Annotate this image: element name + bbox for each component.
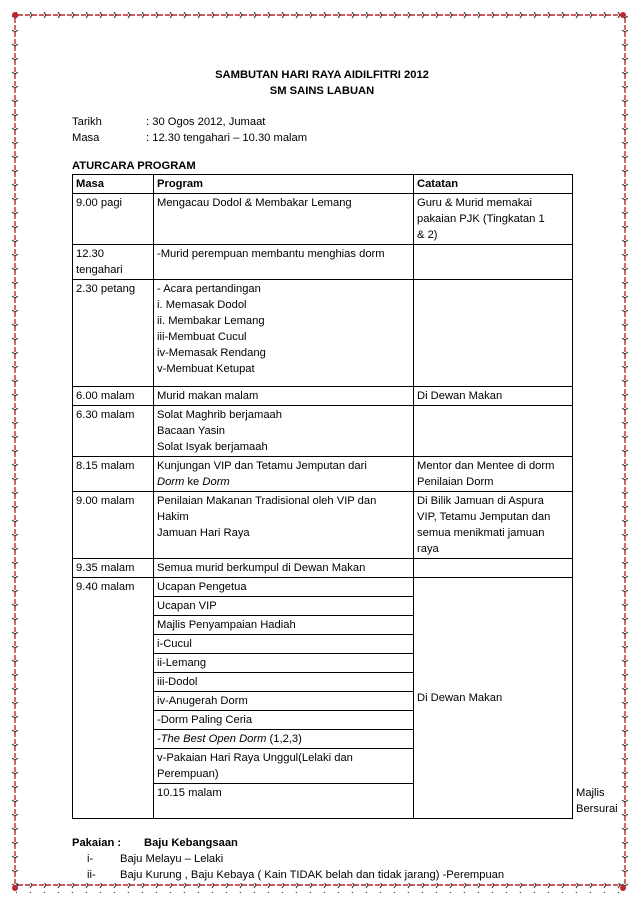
masa-line: tengahari bbox=[76, 264, 123, 276]
program-line: i. Memasak Dodol bbox=[157, 299, 247, 311]
dress-code-value: Baju Kebangsaan bbox=[144, 837, 238, 849]
dress-code-heading bbox=[72, 835, 572, 851]
item-number: i- bbox=[87, 853, 94, 865]
event-info bbox=[72, 114, 572, 146]
cell-program: -Murid perempuan membantu menghias dorm bbox=[154, 245, 414, 280]
dress-code bbox=[72, 835, 572, 883]
cell-catatan bbox=[414, 194, 573, 245]
info-value: : 30 Ogos 2012, Jumaat bbox=[146, 116, 266, 128]
program-line: Solat Maghrib berjamaah bbox=[157, 409, 282, 421]
cell-catatan bbox=[414, 559, 573, 578]
catatan-line: & 2) bbox=[417, 229, 438, 241]
cell-masa: 9.00 pagi bbox=[73, 194, 154, 245]
dress-code-item bbox=[72, 851, 572, 867]
best-open-dorm-text: -The Best Open Dorm bbox=[157, 733, 267, 745]
cell-catatan bbox=[414, 492, 573, 559]
connector-text: ke bbox=[184, 476, 203, 488]
document-body bbox=[72, 68, 618, 883]
table-row bbox=[73, 194, 573, 245]
cell-masa: 6.00 malam bbox=[73, 387, 154, 406]
cell-program: -Dorm Paling Ceria bbox=[154, 711, 414, 730]
info-key: Tarikh bbox=[72, 116, 102, 128]
cell-masa: 9.00 malam bbox=[73, 492, 154, 559]
item-text: Baju Kurung , Baju Kebaya ( Kain TIDAK belah dan tidak jarang) -Perempuan bbox=[120, 869, 505, 881]
table-row bbox=[73, 280, 573, 387]
dorm-text: Dorm bbox=[157, 476, 185, 488]
program-line: iv-Memasak Rendang bbox=[157, 347, 266, 359]
header-masa: Masa bbox=[73, 175, 154, 194]
program-line: Perempuan) bbox=[157, 768, 219, 780]
cell-program: Ucapan VIP bbox=[154, 597, 414, 616]
cell-masa: 8.15 malam bbox=[73, 457, 154, 492]
program-line: v-Membuat Ketupat bbox=[157, 363, 255, 375]
catatan-line: pakaian PJK (Tingkatan 1 bbox=[417, 213, 545, 225]
cell-masa: 9.40 malam bbox=[73, 578, 154, 819]
cell-program bbox=[154, 730, 414, 749]
catatan-line: VIP, Tetamu Jemputan dan bbox=[417, 511, 551, 523]
cell-catatan bbox=[414, 457, 573, 492]
cell-program: i-Cucul bbox=[154, 635, 414, 654]
cell-catatan bbox=[414, 406, 573, 457]
table-row bbox=[73, 387, 573, 406]
header-program: Program bbox=[154, 175, 414, 194]
catatan-line: Mentor dan Mentee di dorm bbox=[417, 460, 555, 472]
program-line: Solat Isyak berjamaah bbox=[157, 441, 268, 453]
cell-masa: 10.15 malam bbox=[154, 784, 414, 819]
program-line: Kunjungan VIP dan Tetamu Jemputan dari bbox=[157, 460, 367, 472]
info-key: Masa bbox=[72, 132, 100, 144]
program-line: Jamuan Hari Raya bbox=[157, 527, 250, 539]
table-row bbox=[73, 457, 573, 492]
cell-program: Mengacau Dodol & Membakar Lemang bbox=[154, 194, 414, 245]
item-text: Baju Melayu – Lelaki bbox=[120, 853, 224, 865]
program-line: Bacaan Yasin bbox=[157, 425, 226, 437]
cell-masa: 9.35 malam bbox=[73, 559, 154, 578]
program-line bbox=[157, 474, 410, 490]
title-line-1: SAMBUTAN HARI RAYA AIDILFITRI 2012 bbox=[215, 69, 429, 81]
section-title: ATURCARA PROGRAM bbox=[72, 160, 196, 172]
cell-masa: 2.30 petang bbox=[73, 280, 154, 387]
table-row: 10.15 malam Majlis Bersurai bbox=[73, 784, 573, 819]
catatan-line: raya bbox=[417, 543, 439, 555]
cell-program: Murid makan malam bbox=[154, 387, 414, 406]
cell-catatan bbox=[414, 280, 573, 387]
cell-program: iv-Anugerah Dorm bbox=[154, 692, 414, 711]
catatan-line: Penilaian Dorm bbox=[417, 476, 494, 488]
masa-line: 12.30 bbox=[76, 248, 104, 260]
cell-program bbox=[154, 457, 414, 492]
cell-program bbox=[154, 406, 414, 457]
table-row bbox=[73, 578, 573, 597]
program-line: Penilaian Makanan Tradisional oleh VIP dan bbox=[157, 495, 377, 507]
cell-program: Ucapan Pengetua bbox=[154, 578, 414, 597]
cell-catatan: Di Dewan Makan bbox=[414, 578, 573, 819]
header-catatan: Catatan bbox=[414, 175, 573, 194]
cell-masa bbox=[73, 245, 154, 280]
best-open-dorm-rank: (1,2,3) bbox=[266, 733, 302, 745]
table-header-row bbox=[73, 175, 573, 194]
program-line: ii. Membakar Lemang bbox=[157, 315, 265, 327]
dress-code-label: Pakaian : bbox=[72, 837, 122, 849]
dorm-text: Dorm bbox=[202, 476, 230, 488]
cell-program bbox=[154, 280, 414, 387]
cell-catatan: Di Dewan Makan bbox=[414, 387, 573, 406]
cell-program bbox=[154, 749, 414, 784]
program-line: iii-Membuat Cucul bbox=[157, 331, 247, 343]
cell-program: ii-Lemang bbox=[154, 654, 414, 673]
cell-program: Semua murid berkumpul di Dewan Makan bbox=[154, 559, 414, 578]
catatan-line: Guru & Murid memakai bbox=[417, 197, 533, 209]
info-value: : 12.30 tengahari – 10.30 malam bbox=[146, 132, 308, 144]
item-number: ii- bbox=[87, 869, 96, 881]
table-row bbox=[73, 492, 573, 559]
catatan-line: semua menikmati jamuan bbox=[417, 527, 545, 539]
program-line: - Acara pertandingan bbox=[157, 283, 261, 295]
info-row-tarikh bbox=[72, 114, 572, 130]
schedule-table bbox=[72, 174, 618, 819]
dress-code-item bbox=[72, 867, 572, 883]
program-line: Hakim bbox=[157, 511, 189, 523]
catatan-line: Di Bilik Jamuan di Aspura bbox=[417, 495, 544, 507]
table-row bbox=[73, 406, 573, 457]
cell-masa: 6.30 malam bbox=[73, 406, 154, 457]
program-line: v-Pakaian Hari Raya Unggul(Lelaki dan bbox=[157, 752, 353, 764]
cell-catatan bbox=[414, 245, 573, 280]
table-row bbox=[73, 245, 573, 280]
table-row bbox=[73, 559, 573, 578]
cell-program: Majlis Penyampaian Hadiah bbox=[154, 616, 414, 635]
cell-program: iii-Dodol bbox=[154, 673, 414, 692]
document-title bbox=[72, 68, 572, 99]
info-row-masa bbox=[72, 130, 572, 146]
title-line-2: SM SAINS LABUAN bbox=[269, 84, 375, 97]
cell-program bbox=[154, 492, 414, 559]
